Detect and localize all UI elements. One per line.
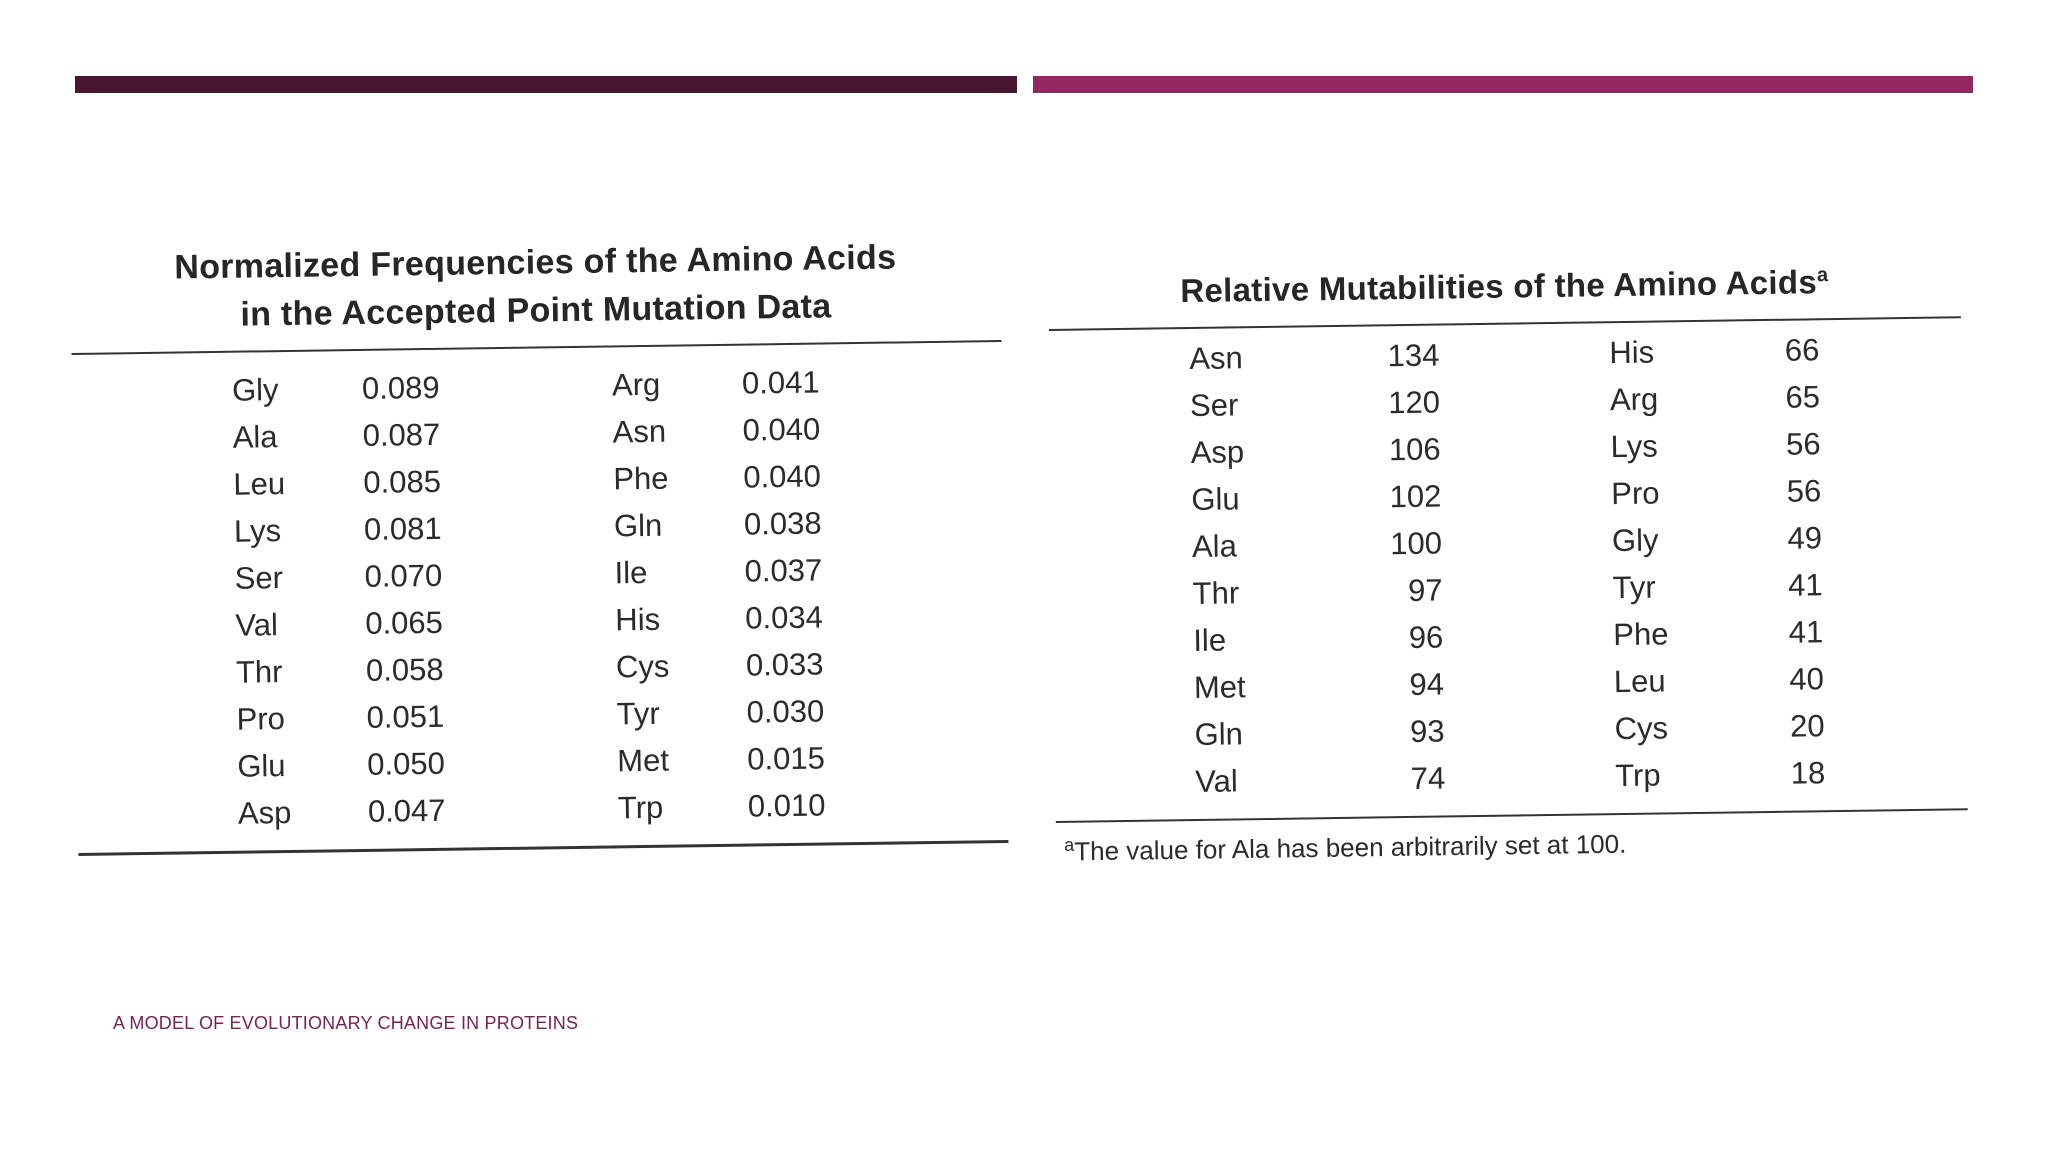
amino-acid-value: 65 [1785,378,1821,415]
amino-acid-value: 18 [1790,754,1826,791]
amino-acid-value: 134 [1387,337,1440,373]
right-table-column-2 [1609,326,1876,800]
amino-acid-value: 0.038 [743,505,822,542]
right-table-footnote [1056,822,1968,867]
table-row [1609,326,1870,377]
amino-acid-value: 100 [1389,525,1443,561]
header-bar-left [75,76,1017,93]
amino-acid-value: 56 [1786,472,1822,509]
amino-acid-name: Ile [1193,622,1227,658]
amino-acid-value: 0.010 [747,787,826,824]
amino-acid-value: 56 [1785,425,1821,462]
left-table-title [70,232,1001,341]
normalized-frequencies-table [70,232,1008,856]
table-row [1192,517,1613,570]
amino-acid-name: Trp [617,789,664,825]
amino-acid-value: 0.030 [746,693,825,730]
table-row [1192,564,1613,617]
relative-mutabilities-table [1048,249,1968,867]
amino-acid-name: His [615,601,661,637]
amino-acid-value: 0.040 [742,411,821,448]
amino-acid-name: Asp [237,794,292,831]
amino-acid-value: 0.040 [743,458,822,495]
amino-acid-value: 20 [1789,707,1825,744]
amino-acid-name: Gln [613,507,663,543]
table-row [235,596,616,648]
amino-acid-value: 0.034 [745,599,824,636]
amino-acid-name: Glu [1191,480,1240,517]
table-row [1612,561,1873,612]
amino-acid-value: 0.050 [367,745,446,782]
amino-acid-name: Thr [1192,574,1240,611]
amino-acid-name: Tyr [1612,569,1656,605]
amino-acid-value: 0.085 [363,463,442,500]
amino-acid-name: Val [235,606,279,643]
amino-acid-value: 0.081 [363,510,442,547]
right-table-title [1048,249,1961,317]
left-table-title-line2: in the Accepted Point Mutation Data [240,287,832,334]
table-row [232,361,613,413]
table-row [1191,470,1612,523]
amino-acid-name: Tyr [616,695,660,731]
slide-footer-title: A MODEL OF EVOLUTIONARY CHANGE IN PROTEINS [113,1013,579,1033]
amino-acid-name: Ser [234,559,284,596]
footnote-text: The value for Ala has been arbitrarily set at 100. [1074,828,1627,867]
amino-acid-name: Thr [235,653,283,690]
amino-acid-value: 66 [1784,331,1820,368]
amino-acid-value: 0.087 [362,416,441,453]
table-row [1189,329,1610,382]
amino-acid-name: Phe [613,460,669,496]
amino-acid-name: Pro [1611,474,1660,511]
amino-acid-name: Ile [614,554,648,590]
amino-acid-name: Asn [1189,339,1244,376]
amino-acid-value: 106 [1388,431,1441,467]
amino-acid-name: Cys [1614,709,1669,746]
amino-acid-name: Gly [1611,522,1659,558]
amino-acid-value: 94 [1409,666,1445,702]
amino-acid-value: 0.047 [367,792,446,829]
table-row [236,690,617,742]
amino-acid-name: Met [617,742,670,778]
amino-acid-name: Leu [233,465,286,502]
amino-acid-value: 41 [1788,613,1824,650]
table-row [616,639,917,690]
amino-acid-value: 0.051 [366,698,445,735]
amino-acid-value: 96 [1408,619,1444,655]
amino-acid-name: Asp [1190,433,1245,470]
left-table-title-line1: Normalized Frequencies of the Amino Acids [174,238,897,287]
table-row [1610,373,1871,424]
header-bar-right [1033,76,1973,93]
amino-acid-name: Glu [237,747,286,784]
amino-acid-value: 49 [1787,519,1823,556]
amino-acid-name: Trp [1614,756,1661,793]
table-row [1193,611,1614,664]
footnote-mark: a [1063,834,1075,855]
amino-acid-name: Ala [1191,527,1238,564]
table-row [1614,702,1875,753]
table-row [1613,608,1874,659]
amino-acid-value: 0.041 [741,364,820,401]
left-table-column-1 [232,361,619,836]
amino-acid-value: 40 [1789,660,1825,697]
table-row [617,733,918,784]
table-row [613,451,914,502]
amino-acid-value: 0.033 [745,646,824,683]
table-row [612,357,913,408]
table-row [614,545,915,596]
amino-acid-value: 0.065 [365,604,444,641]
table-row [234,502,615,554]
table-row [1614,655,1875,706]
amino-acid-name: His [1609,334,1655,370]
amino-acid-value: 41 [1787,566,1823,603]
table-row [1190,423,1611,476]
table-row [1611,467,1872,518]
amino-acid-name: Pro [236,700,286,737]
amino-acid-value: 93 [1409,713,1445,749]
table-row [1195,752,1616,805]
amino-acid-name: Arg [611,366,661,402]
table-row [237,737,618,789]
amino-acid-value: 74 [1410,760,1446,796]
amino-acid-name: Ala [232,418,278,455]
table-row [1615,749,1876,800]
table-row [614,498,915,549]
table-row [236,643,617,695]
amino-acid-value: 102 [1389,478,1442,514]
table-row [618,780,919,831]
amino-acid-name: Arg [1609,380,1659,417]
right-table-column-1 [1189,329,1616,805]
amino-acid-name: Phe [1613,615,1669,652]
amino-acid-name: Gly [231,371,279,408]
amino-acid-name: Gln [1194,715,1244,752]
table-row [616,686,917,737]
amino-acid-name: Cys [615,648,670,684]
table-row [233,455,614,507]
amino-acid-value: 0.037 [744,552,823,589]
right-table-title-superscript: a [1816,264,1829,287]
table-row [1610,420,1871,471]
table-row [615,592,916,643]
table-row [612,404,913,455]
amino-acid-value: 0.070 [364,557,443,594]
table-row [232,408,613,460]
right-table-title-text: Relative Mutabilities of the Amino Acids [1180,263,1818,310]
table-row [1194,658,1615,711]
amino-acid-value: 0.058 [365,651,444,688]
amino-acid-name: Val [1195,762,1239,799]
amino-acid-name: Leu [1613,662,1666,699]
amino-acid-name: Asn [612,413,667,449]
amino-acid-name: Lys [1610,428,1658,464]
table-row [1612,514,1873,565]
amino-acid-value: 97 [1407,572,1443,608]
amino-acid-name: Lys [233,512,282,549]
table-row [1190,376,1611,429]
amino-acid-value: 0.089 [361,369,440,406]
amino-acid-value: 120 [1388,384,1441,420]
table-row [234,549,615,601]
amino-acid-name: Met [1193,668,1246,705]
table-row [238,784,619,836]
left-table-column-2 [612,357,919,831]
amino-acid-value: 0.015 [746,740,826,777]
table-row [1194,705,1615,758]
amino-acid-name: Ser [1189,386,1239,423]
